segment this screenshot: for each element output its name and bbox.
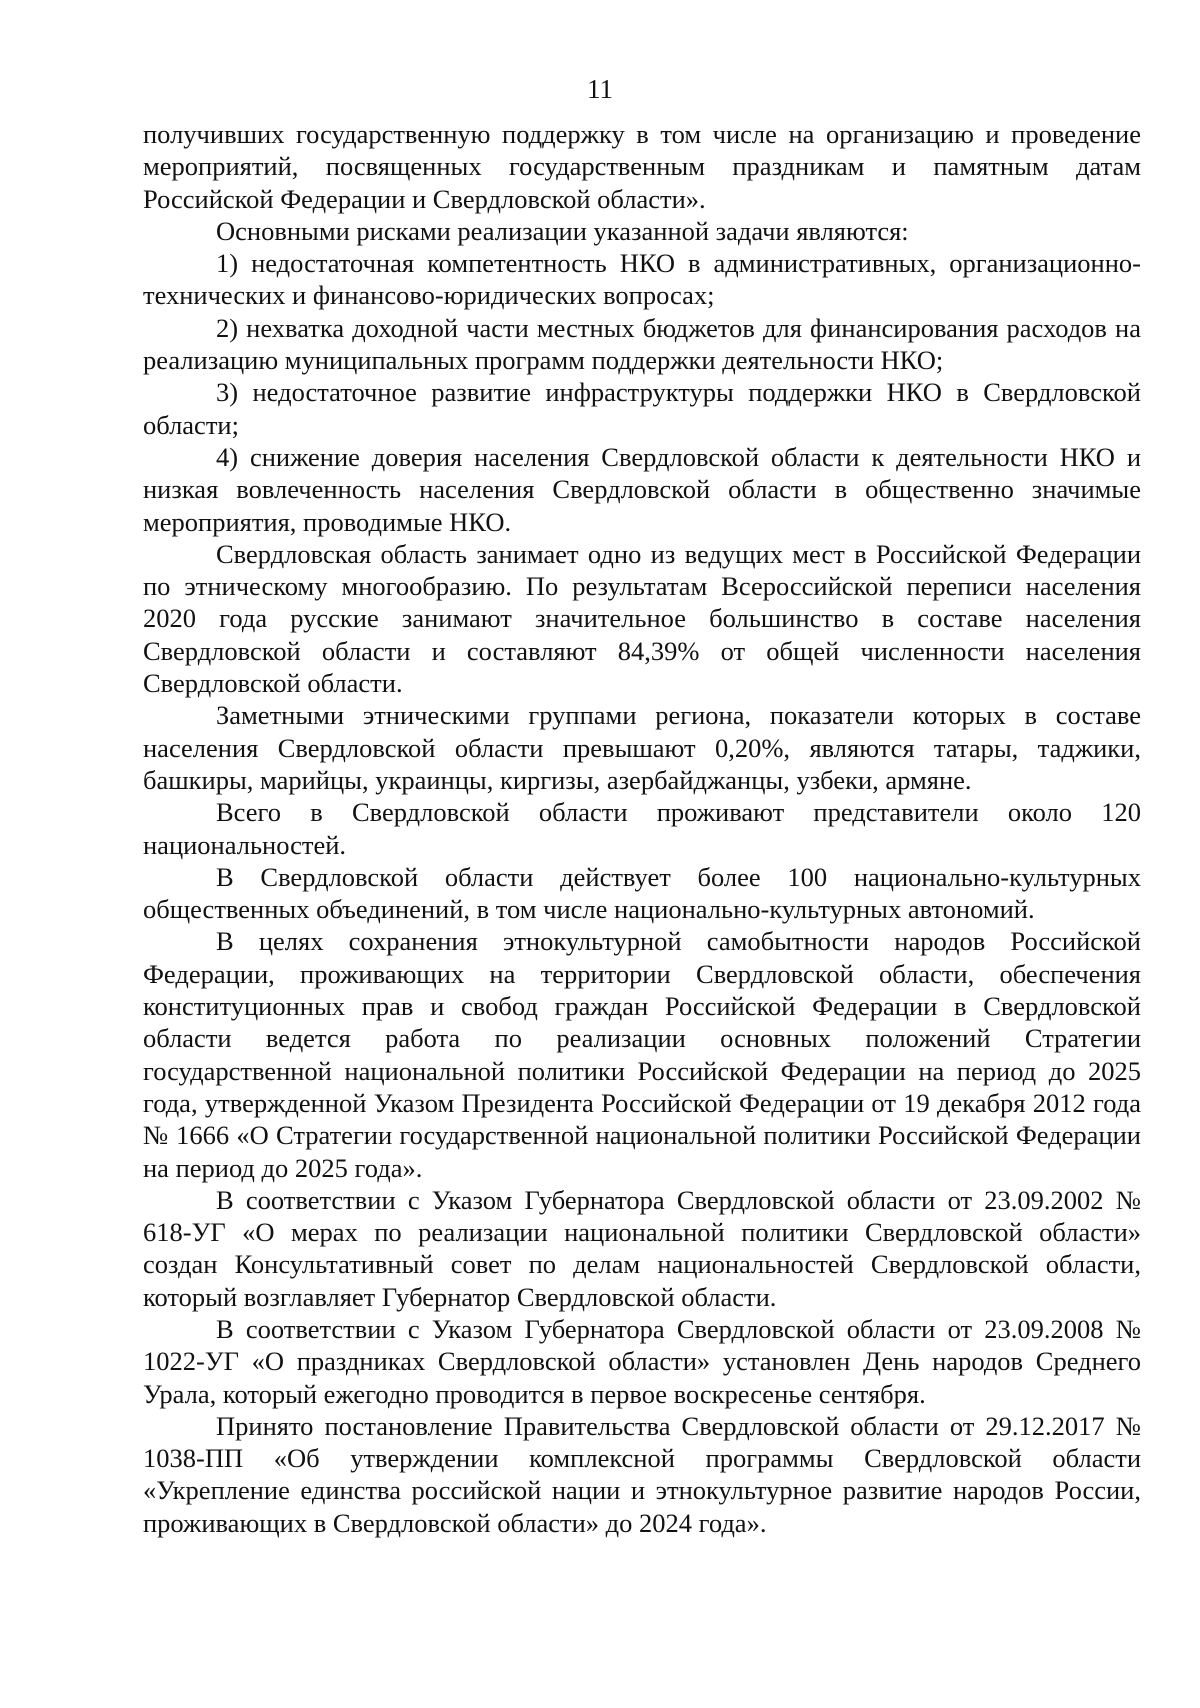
paragraph-consultative-council: В соответствии с Указом Губернатора Свердловской области от 23.09.2002 № 618-УГ «О мерах по реализации национальной политики Свердловской области» создан Консультативный совет по делам национальностей Свердловской области, который возглавляет Губернатор Свердловской области. [143, 1184, 1141, 1312]
paragraph-risk-2: 2) нехватка доходной части местных бюджетов для финансирования расходов на реализацию муниципальных программ поддержки деятельности НКО; [143, 312, 1141, 376]
paragraph-peoples-day: В соответствии с Указом Губернатора Свердловской области от 23.09.2008 № 1022-УГ «О праздниках Свердловской области» установлен День народов Среднего Урала, который ежегодно проводится в первое воскресенье сентября. [143, 1313, 1141, 1409]
paragraph-national-policy-strategy: В целях сохранения этнокультурной самобытности народов Российской Федерации, проживающих на территории Свердловской области, обеспечения конституционных прав и свобод граждан Российской Федерации в Свердловской области ведется работа по реализации основных положений Стратегии государственной национальной политики Российской Федерации на период до 2025 года, утвержденной Указом Президента Российской Федерации от 19 декабря 2012 года № 1666 «О Стратегии государственной национальной политики Российской Федерации на период до 2025 года». [143, 926, 1141, 1183]
paragraph-nationalities-count: Всего в Свердловской области проживают представители около 120 национальностей. [143, 797, 1141, 860]
page-number: 11 [587, 74, 613, 104]
paragraph-risks-intro: Основными рисками реализации указанной задачи являются: [216, 215, 909, 246]
paragraph-ethnic-diversity: Свердловская область занимает одно из ведущих мест в Российской Федерации по этническому многообразию. По результатам Всероссийской переписи населения 2020 года русские занимают значительное большинство в составе населения Свердловской области и составляют 84,39% от общей численности населения Свердловской области. [143, 538, 1141, 699]
paragraph-comprehensive-program: Принято постановление Правительства Свердловской области от 29.12.2017 № 1038-ПП «Об утверждении комплексной программы Свердловской области «Укрепление единства российской нации и этнокультурное развитие народов России, проживающих в Свердловской области» до 2024 года». [143, 1410, 1141, 1538]
paragraph-risk-1: 1) недостаточная компетентность НКО в административных, организационно-технических и финансово-юридических вопросах; [143, 248, 1141, 311]
paragraph-ethnic-groups: Заметными этническими группами региона, показатели которых в составе населения Свердловской области превышают 0,20%, являются татары, таджики, башкиры, марийцы, украинцы, киргизы, азербайджанцы, узбеки, армяне. [143, 700, 1141, 795]
document-body [143, 118, 1141, 1539]
paragraph-risk-3: 3) недостаточное развитие инфраструктуры поддержки НКО в Свердловской области; [143, 377, 1141, 440]
paragraph-continuation: получивших государственную поддержку в том числе на организацию и проведение мероприятий, посвященных государственным праздникам и памятным датам Российской Федерации и Свердловской области». [143, 119, 1141, 214]
paragraph-risk-4: 4) снижение доверия населения Свердловской области к деятельности НКО и низкая вовлеченность населения Свердловской области в общественно значимые мероприятия, проводимые НКО. [143, 441, 1141, 537]
paragraph-cultural-associations: В Свердловской области действует более 100 национально-культурных общественных объединений, в том числе национально-культурных автономий. [143, 861, 1141, 925]
